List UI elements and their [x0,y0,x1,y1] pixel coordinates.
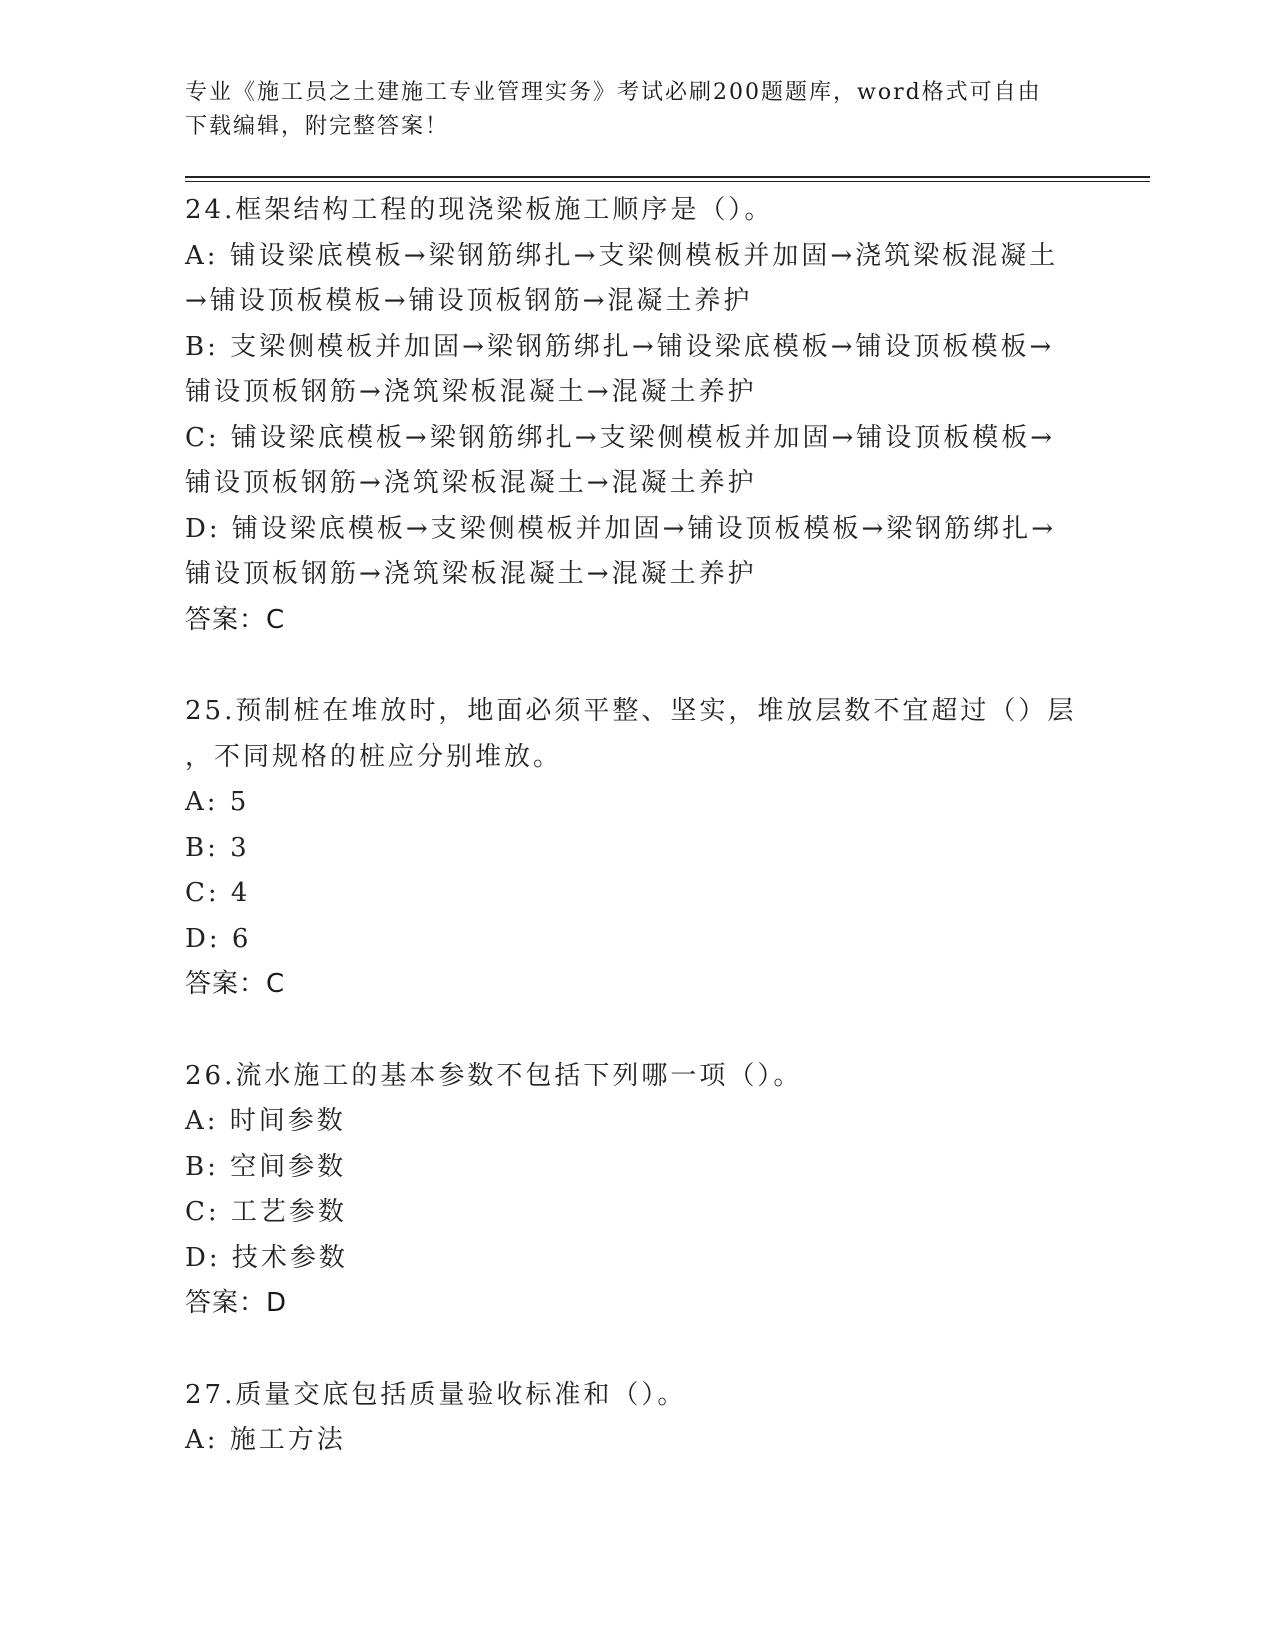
option-line: D: 6 [185,923,252,954]
option-line: B: 空间参数 [185,1151,347,1182]
header-divider-thin [185,181,1150,182]
question-stem: 27.质量交底包括质量验收标准和（）。 [185,1379,687,1410]
option-line: D: 铺设梁底模板→支梁侧模板并加固→铺设顶板模板→梁钢筋绑扎→ [185,513,1057,544]
option-line: C: 工艺参数 [185,1197,347,1227]
option-line: C: 4 [185,878,251,908]
document-header [185,76,1085,144]
option-line: 铺设顶板钢筋→浇筑梁板混凝土→混凝土养护 [185,559,757,589]
header-divider-thick [185,176,1150,178]
question-stem: 26.流水施工的基本参数不包括下列哪一项（）。 [185,1060,803,1091]
option-line: A: 5 [185,787,250,817]
option-line: A: 时间参数 [185,1106,346,1136]
option-line: →铺设顶板模板→铺设顶板钢筋→混凝土养护 [185,286,753,316]
option-line: D: 技术参数 [185,1242,348,1273]
option-line: 铺设顶板钢筋→浇筑梁板混凝土→混凝土养护 [185,468,757,498]
question-list [185,188,1085,1510]
question-stem: 25.预制桩在堆放时，地面必须平整、坚实，堆放层数不宜超过（）层 [185,696,1077,726]
header-line-1: 专业《施工员之土建施工专业管理实务》考试必刷200题题库，word格式可自由 [185,80,1042,105]
header-line-2: 下载编辑，附完整答案！ [185,114,450,139]
option-line: A: 铺设梁底模板→梁钢筋绑扎→支梁侧模板并加固→浇筑梁板混凝土 [185,240,1059,271]
option-line: A: 施工方法 [185,1425,346,1455]
option-line: C: 铺设梁底模板→梁钢筋绑扎→支梁侧模板并加固→铺设顶板模板→ [185,422,1056,453]
question-stem: 24.框架结构工程的现浇梁板施工顺序是（）。 [185,195,774,225]
option-line: B: 支梁侧模板并加固→梁钢筋绑扎→铺设梁底模板→铺设顶板模板→ [185,331,1055,362]
option-line: B: 3 [185,832,250,863]
answer-label: 答案：C [185,604,286,635]
question-26 [185,1054,1085,1327]
question-27 [185,1373,1085,1464]
option-line: 铺设顶板钢筋→浇筑梁板混凝土→混凝土养护 [185,377,757,407]
question-24 [185,188,1085,643]
question-25 [185,689,1085,1008]
answer-label: 答案：C [185,969,286,999]
answer-label: 答案：D [185,1288,288,1318]
question-stem: ，不同规格的桩应分别堆放。 [185,741,563,772]
